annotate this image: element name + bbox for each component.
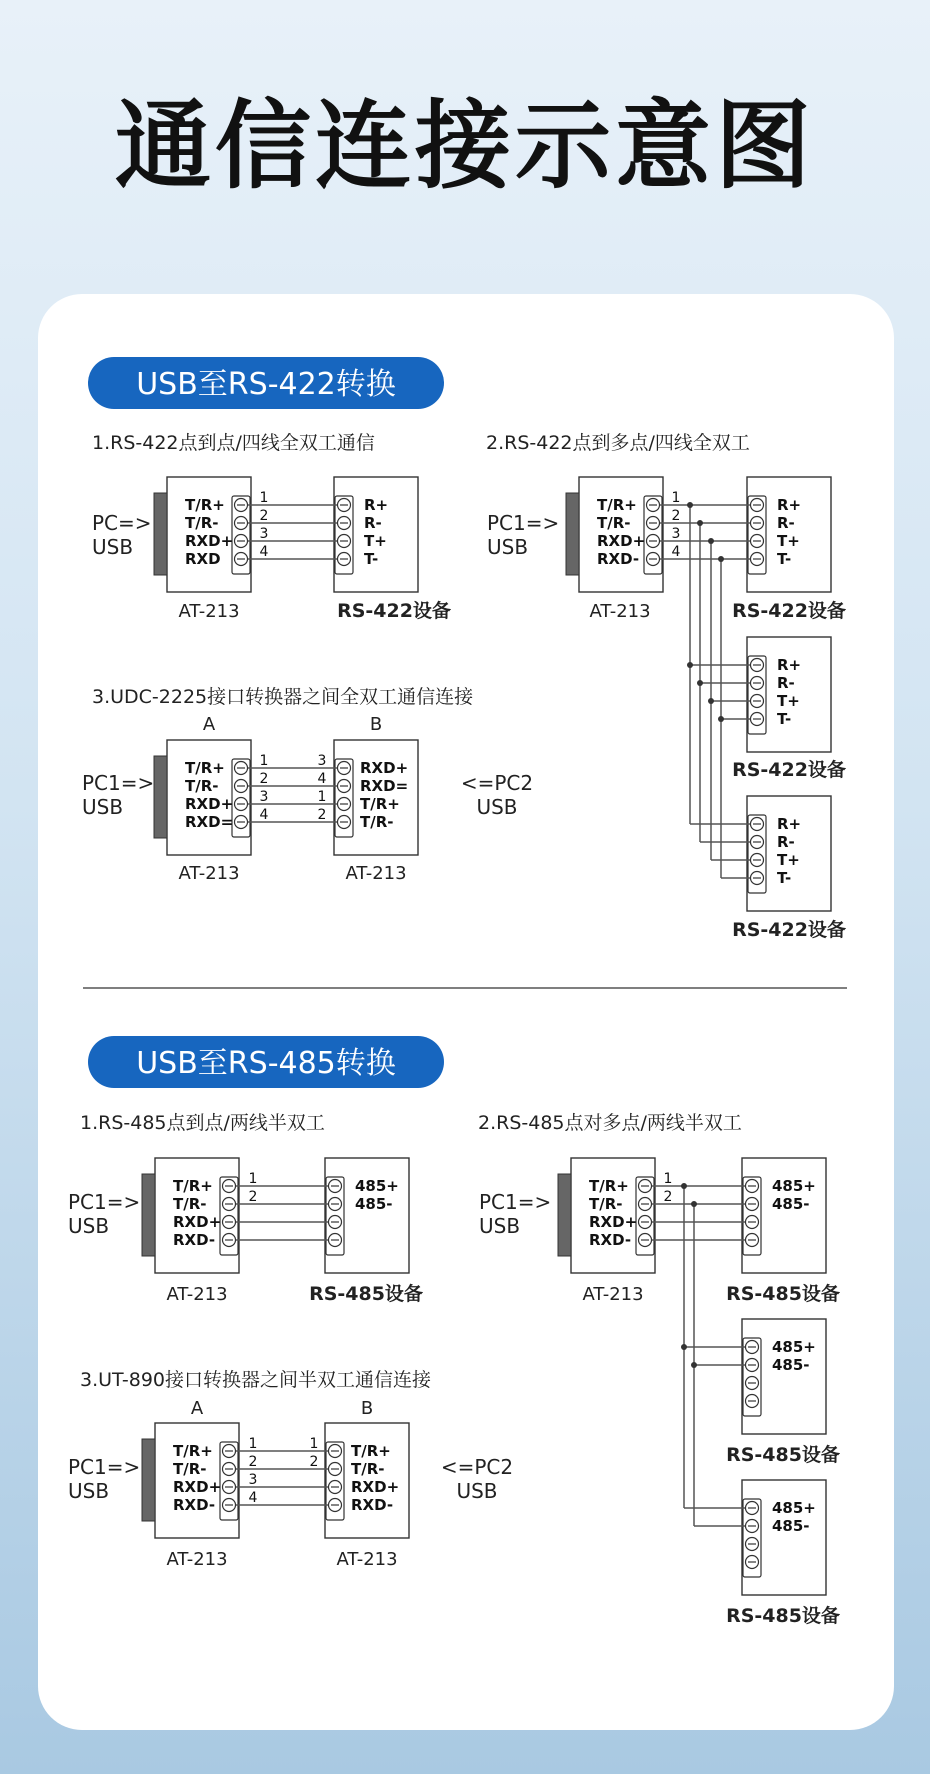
r422d2-device-1-caption: RS-422设备: [732, 600, 846, 622]
r485d2-device-1-pin-label: 485-: [772, 1195, 810, 1213]
r485d3-b-wire-number: 1: [309, 1436, 319, 1452]
r485d2-converter-pin-label: T/R-: [589, 1195, 623, 1213]
r422d3-b-caption: AT-213: [345, 863, 407, 884]
r485d3-a-wire-number: 2: [248, 1454, 258, 1470]
r422d2-device-1-pin-label: T-: [777, 550, 792, 568]
r422d2-device-2-pin-label: T-: [777, 710, 792, 728]
r485d2-converter-pin-label: RXD-: [589, 1231, 632, 1249]
r422d2-converter-pin-label: RXD+: [597, 532, 646, 550]
r422d3-a-wire-number: 2: [259, 771, 269, 787]
rs485-d2-title: 2.RS-485点对多点/两线半双工: [478, 1112, 742, 1134]
r485d3-converter-b-pin-label: T/R+: [351, 1442, 391, 1460]
r485d2-device-1-caption: RS-485设备: [726, 1283, 840, 1305]
rs485-d1-title: 1.RS-485点到点/两线半双工: [80, 1112, 325, 1134]
r485d2-usb-label: USB: [479, 1214, 521, 1238]
r422d1-wire-number: 1: [259, 490, 269, 506]
r422d3-a-caption: AT-213: [178, 863, 240, 884]
r485d1-converter-caption: AT-213: [166, 1284, 228, 1305]
r422d2-converter-pin-label: T/R+: [597, 496, 637, 514]
r485d2-converter-pin-label: T/R+: [589, 1177, 629, 1195]
r422d3-left-usb-label: USB: [82, 795, 124, 819]
r422d1-device-pin-label: R+: [364, 496, 389, 514]
r422d2-device-1-pin-label: T+: [777, 532, 800, 550]
r422d2-junction: [697, 680, 703, 686]
rs422-section-header: USB至RS-422转换: [136, 367, 396, 402]
r422d3-converter-a-pin-label: RXD+: [185, 795, 234, 813]
r422d1-wire-number: 3: [259, 526, 269, 542]
r422d3-converter-a-pin-label: T/R+: [185, 759, 225, 777]
r422d2-wire-number: 1: [671, 490, 681, 506]
r485d1-device-pin-label: 485-: [355, 1195, 393, 1213]
r485d3-converter-b-pin-label: RXD-: [351, 1496, 394, 1514]
r422d2-device-2-pin-label: R-: [777, 674, 795, 692]
r422d2-device-1-pin-label: R+: [777, 496, 802, 514]
r422d3-converter-b-pin-label: T/R-: [360, 813, 394, 831]
r422d2-device-3-pin-label: R+: [777, 815, 802, 833]
r422d2-device-2-pin-label: R+: [777, 656, 802, 674]
r422d1-converter-caption: AT-213: [178, 601, 240, 622]
r485d2-device-2-caption: RS-485设备: [726, 1444, 840, 1466]
r485d2-device-2-pin-label: 485+: [772, 1338, 816, 1356]
rs485-section-header: USB至RS-485转换: [136, 1046, 396, 1081]
r422d3-b-wire-number: 4: [317, 771, 327, 787]
r485d3-a-wire-number: 3: [248, 1472, 258, 1488]
r485d3-converter-a-pin-label: RXD-: [173, 1496, 216, 1514]
r485d2-converter-usb-connector: [558, 1174, 571, 1256]
r422d1-converter-pin-label: T/R-: [185, 514, 219, 532]
r422d3-converter-b-pin-label: RXD=: [360, 777, 409, 795]
rs422-d2-title: 2.RS-422点到多点/四线全双工: [486, 432, 750, 454]
r422d3-b-label: B: [369, 714, 383, 735]
r485d3-left-usb-label: USB: [68, 1479, 110, 1503]
r422d2-device-2-caption: RS-422设备: [732, 759, 846, 781]
r422d2-device-3-pin-label: T-: [777, 869, 792, 887]
r485d1-converter-pin-label: RXD+: [173, 1213, 222, 1231]
r485d3-converter-a-pin-label: T/R-: [173, 1460, 207, 1478]
r422d2-device-3-caption: RS-422设备: [732, 919, 846, 941]
r485d3-b-label: B: [360, 1398, 374, 1419]
r422d3-converter-a-usb-connector: [154, 756, 167, 838]
r485d3-a-caption: AT-213: [166, 1549, 228, 1570]
r422d3-converter-b-pin-label: T/R+: [360, 795, 400, 813]
r422d3-b-wire-number: 1: [317, 789, 327, 805]
r422d3-converter-a-pin-label: T/R-: [185, 777, 219, 795]
r485d2-wire-number: 1: [663, 1171, 673, 1187]
r422d3-a-label: A: [202, 714, 216, 735]
r422d2-usb-label: USB: [487, 535, 529, 559]
r485d2-converter-caption: AT-213: [582, 1284, 644, 1305]
r422d3-a-wire-number: 1: [259, 753, 269, 769]
r422d3-b-wire-number: 2: [317, 807, 327, 823]
rs422-d3-title: 3.UDC-2225接口转换器之间全双工通信连接: [92, 686, 474, 708]
r422d1-converter-pin-label: RXD+: [185, 532, 234, 550]
r485d2-device-3-caption: RS-485设备: [726, 1605, 840, 1627]
r485d3-converter-a-usb-connector: [142, 1439, 155, 1521]
r422d3-left-pc-label: PC1=>: [82, 771, 155, 795]
r422d2-converter-caption: AT-213: [589, 601, 651, 622]
r485d2-junction: [691, 1201, 697, 1207]
rs485-d3-title: 3.UT-890接口转换器之间半双工通信连接: [80, 1369, 432, 1391]
r485d1-device-pin-label: 485+: [355, 1177, 399, 1195]
r485d3-left-pc-label: PC1=>: [68, 1455, 141, 1479]
r485d2-converter-pin-label: RXD+: [589, 1213, 638, 1231]
r422d3-a-wire-number: 4: [259, 807, 269, 823]
rs422-d1-title: 1.RS-422点到点/四线全双工通信: [92, 432, 375, 454]
r422d1-wire-number: 2: [259, 508, 269, 524]
r485d3-a-wire-number: 4: [248, 1490, 258, 1506]
r485d1-wire-number: 1: [248, 1171, 258, 1187]
r422d3-right-usb-label: USB: [476, 795, 518, 819]
r422d2-wire-number: 3: [671, 526, 681, 542]
r485d3-right-usb-label: USB: [456, 1479, 498, 1503]
r422d1-device-pin-label: T+: [364, 532, 387, 550]
r485d3-right-pc-label: <=PC2: [440, 1455, 514, 1479]
r422d2-junction: [708, 698, 714, 704]
r422d3-right-pc-label: <=PC2: [460, 771, 534, 795]
r422d2-wire-number: 2: [671, 508, 681, 524]
r422d2-converter-usb-connector: [566, 493, 579, 575]
page-title: 通信连接示意图: [115, 90, 815, 202]
r422d2-device-1-pin-label: R-: [777, 514, 795, 532]
r422d2-device-3-pin-label: T+: [777, 851, 800, 869]
r485d2-junction: [691, 1362, 697, 1368]
r485d1-converter-usb-connector: [142, 1174, 155, 1256]
r422d1-device-pin-label: T-: [364, 550, 379, 568]
r485d2-device-3-pin-label: 485+: [772, 1499, 816, 1517]
r485d3-a-wire-number: 1: [248, 1436, 258, 1452]
r485d2-device-1-pin-label: 485+: [772, 1177, 816, 1195]
r485d2-device-3-pin-label: 485-: [772, 1517, 810, 1535]
r422d2-junction: [697, 520, 703, 526]
r485d3-converter-a-pin-label: T/R+: [173, 1442, 213, 1460]
r485d1-device-caption: RS-485设备: [309, 1283, 423, 1305]
r422d2-junction: [718, 716, 724, 722]
r485d1-converter-pin-label: T/R+: [173, 1177, 213, 1195]
r422d3-converter-a-pin-label: RXD=: [185, 813, 234, 831]
r422d3-a-wire-number: 3: [259, 789, 269, 805]
r422d1-converter-pin-label: RXD: [185, 550, 221, 568]
r422d3-converter-b-pin-label: RXD+: [360, 759, 409, 777]
r485d3-a-label: A: [190, 1398, 204, 1419]
r422d2-junction: [687, 662, 693, 668]
r485d3-b-wire-number: 2: [309, 1454, 319, 1470]
r485d1-converter-pin-label: T/R-: [173, 1195, 207, 1213]
r485d2-device-2-pin-label: 485-: [772, 1356, 810, 1374]
r485d2-pc-label: PC1=>: [479, 1190, 552, 1214]
r485d3-converter-b-pin-label: T/R-: [351, 1460, 385, 1478]
r422d1-wire-number: 4: [259, 544, 269, 560]
r485d1-pc-label: PC1=>: [68, 1190, 141, 1214]
r422d2-wire-number: 4: [671, 544, 681, 560]
r422d3-b-wire-number: 3: [317, 753, 327, 769]
r422d2-junction: [687, 502, 693, 508]
r422d1-converter-usb-connector: [154, 493, 167, 575]
r422d1-converter-pin-label: T/R+: [185, 496, 225, 514]
r422d1-pc-label: PC=>: [92, 511, 152, 535]
r422d2-device-2-pin-label: T+: [777, 692, 800, 710]
r422d2-junction: [718, 556, 724, 562]
r422d2-device-3-pin-label: R-: [777, 833, 795, 851]
r485d1-wire-number: 2: [248, 1189, 258, 1205]
r422d2-pc-label: PC1=>: [487, 511, 560, 535]
r422d2-junction: [708, 538, 714, 544]
r422d2-converter-pin-label: RXD-: [597, 550, 640, 568]
r485d3-b-caption: AT-213: [336, 1549, 398, 1570]
r485d2-junction: [681, 1183, 687, 1189]
r485d3-converter-b-pin-label: RXD+: [351, 1478, 400, 1496]
r485d1-usb-label: USB: [68, 1214, 110, 1238]
r485d2-wire-number: 2: [663, 1189, 673, 1205]
r422d1-device-caption: RS-422设备: [337, 600, 451, 622]
r485d3-converter-a-pin-label: RXD+: [173, 1478, 222, 1496]
r485d1-converter-pin-label: RXD-: [173, 1231, 216, 1249]
r485d2-junction: [681, 1344, 687, 1350]
r422d1-usb-label: USB: [92, 535, 134, 559]
r422d2-converter-pin-label: T/R-: [597, 514, 631, 532]
r422d1-device-pin-label: R-: [364, 514, 382, 532]
